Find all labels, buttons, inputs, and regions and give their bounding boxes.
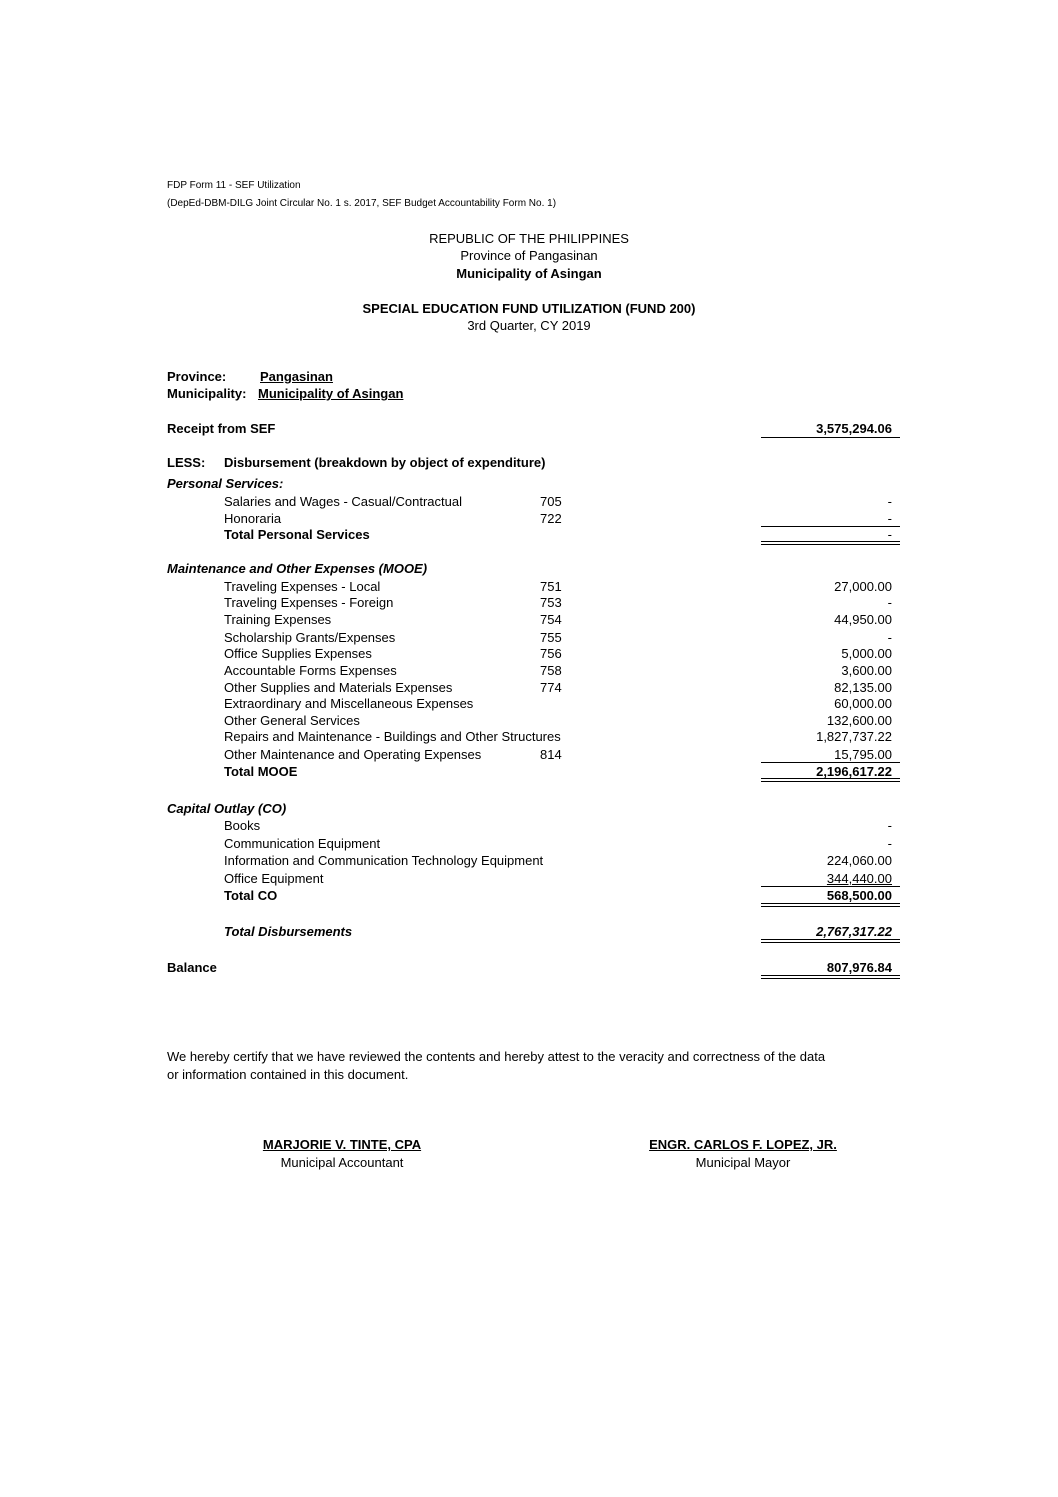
mooe-item-amount: 132,600.00 (826, 713, 892, 728)
mooe-item-label: Scholarship Grants/Expenses (224, 630, 396, 645)
mooe-total-label: Total MOOE (224, 764, 298, 779)
mooe-item-code: 754 (540, 612, 562, 627)
co-item-label: Books (224, 818, 261, 833)
mooe-item-label: Extraordinary and Miscellaneous Expenses (224, 696, 474, 711)
mooe-item-amount: 5,000.00 (841, 646, 892, 661)
ps-subtotal-line (761, 526, 900, 527)
ps-heading: Personal Services: (167, 476, 284, 491)
balance-amount: 807,976.84 (826, 960, 892, 975)
total-disbursements-double-line (761, 939, 900, 943)
mooe-item-code: 814 (540, 747, 562, 762)
header-municipality: Municipality of Asingan (456, 266, 602, 281)
receipt-underline (761, 437, 900, 438)
co-heading: Capital Outlay (CO) (167, 801, 287, 816)
co-item-amount: - (887, 818, 892, 833)
mooe-item-code: 753 (540, 595, 562, 610)
co-item-amount: 344,440.00 (826, 871, 892, 886)
certification-line-1: We hereby certify that we have reviewed the contents and hereby attest to the veracity and correctness of the data (167, 1049, 826, 1064)
mooe-total-amount: 2,196,617.22 (816, 764, 892, 779)
mooe-heading: Maintenance and Other Expenses (MOOE) (167, 561, 428, 576)
mooe-item-code: 756 (540, 646, 562, 661)
co-subtotal-line (761, 886, 900, 887)
province-label: Province: (167, 369, 227, 384)
less-text: Disbursement (breakdown by object of expenditure) (224, 455, 546, 470)
ps-item-amount: - (887, 511, 892, 526)
header-province: Province of Pangasinan (460, 248, 598, 263)
header-republic: REPUBLIC OF THE PHILIPPINES (429, 231, 629, 246)
mooe-item-label: Office Supplies Expenses (224, 646, 372, 661)
signatory-mayor-name: ENGR. CARLOS F. LOPEZ, JR. (649, 1137, 837, 1152)
mooe-item-label: Other Supplies and Materials Expenses (224, 680, 453, 695)
co-total-label: Total CO (224, 888, 278, 903)
mooe-item-amount: 60,000.00 (834, 696, 892, 711)
co-total-double-line (761, 903, 900, 907)
ps-item-amount: - (887, 494, 892, 509)
mooe-item-label: Other Maintenance and Operating Expenses (224, 747, 482, 762)
less-label: LESS: (167, 455, 206, 470)
form-reference: FDP Form 11 - SEF Utilization (167, 180, 301, 191)
signatory-mayor-title: Municipal Mayor (695, 1155, 791, 1170)
signatory-accountant-title: Municipal Accountant (280, 1155, 404, 1170)
document-period: 3rd Quarter, CY 2019 (467, 318, 591, 333)
municipality-label: Municipality: (167, 386, 247, 401)
ps-total-label: Total Personal Services (224, 527, 370, 542)
mooe-item-amount: - (887, 630, 892, 645)
mooe-item-amount: 27,000.00 (834, 579, 892, 594)
municipality-value: Municipality of Asingan (258, 386, 404, 401)
mooe-item-amount: 44,950.00 (834, 612, 892, 627)
co-item-amount: 224,060.00 (826, 853, 892, 868)
mooe-item-code: 758 (540, 663, 562, 678)
mooe-item-code: 751 (540, 579, 562, 594)
province-value: Pangasinan (260, 369, 333, 384)
mooe-item-label: Traveling Expenses - Local (224, 579, 381, 594)
mooe-item-amount: 1,827,737.22 (816, 729, 892, 744)
mooe-item-label: Other General Services (224, 713, 360, 728)
co-item-label: Information and Communication Technology Equipment (224, 853, 544, 868)
co-item-label: Office Equipment (224, 871, 324, 886)
balance-double-line (761, 975, 900, 979)
ps-item-code: 722 (540, 511, 562, 526)
mooe-item-amount: 3,600.00 (841, 663, 892, 678)
ps-total-double-line (761, 541, 900, 545)
mooe-subtotal-line (761, 762, 900, 763)
mooe-item-amount: 82,135.00 (834, 680, 892, 695)
mooe-item-label: Training Expenses (224, 612, 332, 627)
ps-item-label: Honoraria (224, 511, 282, 526)
co-item-label: Communication Equipment (224, 836, 381, 851)
balance-label: Balance (167, 960, 217, 975)
total-disbursements-amount: 2,767,317.22 (816, 924, 892, 939)
mooe-item-amount: 15,795.00 (834, 747, 892, 762)
ps-total-amount: - (887, 527, 892, 542)
receipt-amount: 3,575,294.06 (816, 421, 892, 436)
receipt-label: Receipt from SEF (167, 421, 276, 436)
certification-line-2: or information contained in this document. (167, 1067, 409, 1082)
mooe-item-amount: - (887, 595, 892, 610)
mooe-item-label: Traveling Expenses - Foreign (224, 595, 394, 610)
mooe-item-code: 774 (540, 680, 562, 695)
mooe-item-label: Accountable Forms Expenses (224, 663, 397, 678)
document-title: SPECIAL EDUCATION FUND UTILIZATION (FUND 200) (362, 301, 696, 316)
signatory-accountant-name: MARJORIE V. TINTE, CPA (262, 1137, 422, 1152)
co-total-amount: 568,500.00 (826, 888, 892, 903)
total-disbursements-label: Total Disbursements (224, 924, 353, 939)
ps-item-label: Salaries and Wages - Casual/Contractual (224, 494, 462, 509)
mooe-item-code: 755 (540, 630, 562, 645)
mooe-total-double-line (761, 778, 900, 782)
mooe-item-label: Repairs and Maintenance - Buildings and Other Structures (224, 729, 561, 744)
ps-item-code: 705 (540, 494, 562, 509)
co-item-amount: - (887, 836, 892, 851)
form-circular: (DepEd-DBM-DILG Joint Circular No. 1 s. 2017, SEF Budget Accountability Form No. 1) (167, 198, 557, 209)
